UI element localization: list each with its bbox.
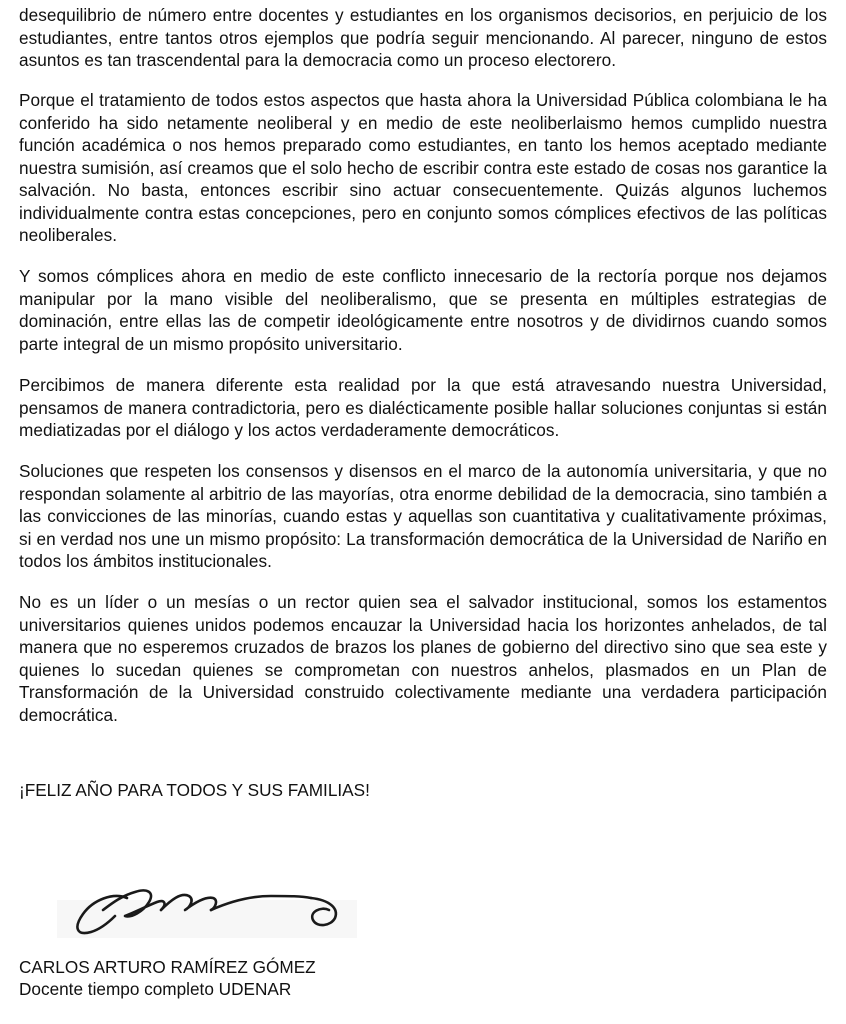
closing-greeting: ¡FELIZ AÑO PARA TODOS Y SUS FAMILIAS! xyxy=(19,780,370,800)
handwritten-signature xyxy=(39,866,359,946)
paragraph-6: No es un líder o un mesías o un rector quien sea el salvador institucional, somos los estamentos universitarios quienes unidos podemos encauzar la Universidad hacia los horizontes anhelados, de tal manera que no esperemos cruzados de brazos los planes de gobierno del directivo sino que sea este y quienes lo sucedan quienes se comprometan con nuestros anhelos, plasmados en un Plan de Transformación de la Universidad construido colectivamente mediante una verdadera participación democrática. xyxy=(19,592,827,725)
paragraph-3: Y somos cómplices ahora en medio de este conflicto innecesario de la rectoría porque nos dejamos manipular por la mano visible del neoliberalismo, que se presenta en múltiples estrategias de dominación, entre ellas las de competir ideológicamente entre nosotros y de dividirnos cuando somos parte integral de un mismo propósito universitario. xyxy=(19,266,827,354)
signature-image xyxy=(39,866,359,946)
paragraph-5: Soluciones que respeten los consensos y disensos en el marco de la autonomía universitaria, y que no respondan solamente al arbitrio de las mayorías, otra enorme debilidad de la democracia, sino también a las convicciones de las minorías, cuando estas y aquellas son cuantitativa y cualitativamente próximas, si en verdad nos une un mismo propósito: La transformación democrática de la Universidad de Nariño en todos los ámbitos institucionales. xyxy=(19,461,827,571)
paragraph-2: Porque el tratamiento de todos estos aspectos que hasta ahora la Universidad Pública colombiana le ha conferido ha sido netamente neoliberal y en medio de este neoliberlaismo hemos cumplido nuestra función académica o nos hemos preparado como estudiantes, en tanto los hemos aceptado mediante nuestra sumisión, así creamos que el solo hecho de escribir contra este estado de cosas nos garantice la salvación. No basta, entonces escribir sino actuar consecuentemente. Quizás algunos luchemos individualmente contra estas concepciones, pero en conjunto somos cómplices efectivos de las políticas neoliberales. xyxy=(19,90,827,245)
paragraph-4: Percibimos de manera diferente esta realidad por la que está atravesando nuestra Universidad, pensamos de manera contradictoria, pero es dialécticamente posible hallar soluciones conjuntas si están mediatizadas por el diálogo y los actos verdaderamente democráticos. xyxy=(19,375,827,440)
paragraph-1: desequilibrio de número entre docentes y estudiantes en los organismos decisorios, en perjuicio de los estudiantes, entre tantos otros ejemplos que podría seguir mencionando. Al parecer, ninguno de estos asuntos es tan trascendental para la democracia como un proceso electorero. xyxy=(19,5,827,70)
signatory-name: CARLOS ARTURO RAMÍREZ GÓMEZ xyxy=(19,957,316,977)
signatory-title: Docente tiempo completo UDENAR xyxy=(19,979,292,999)
